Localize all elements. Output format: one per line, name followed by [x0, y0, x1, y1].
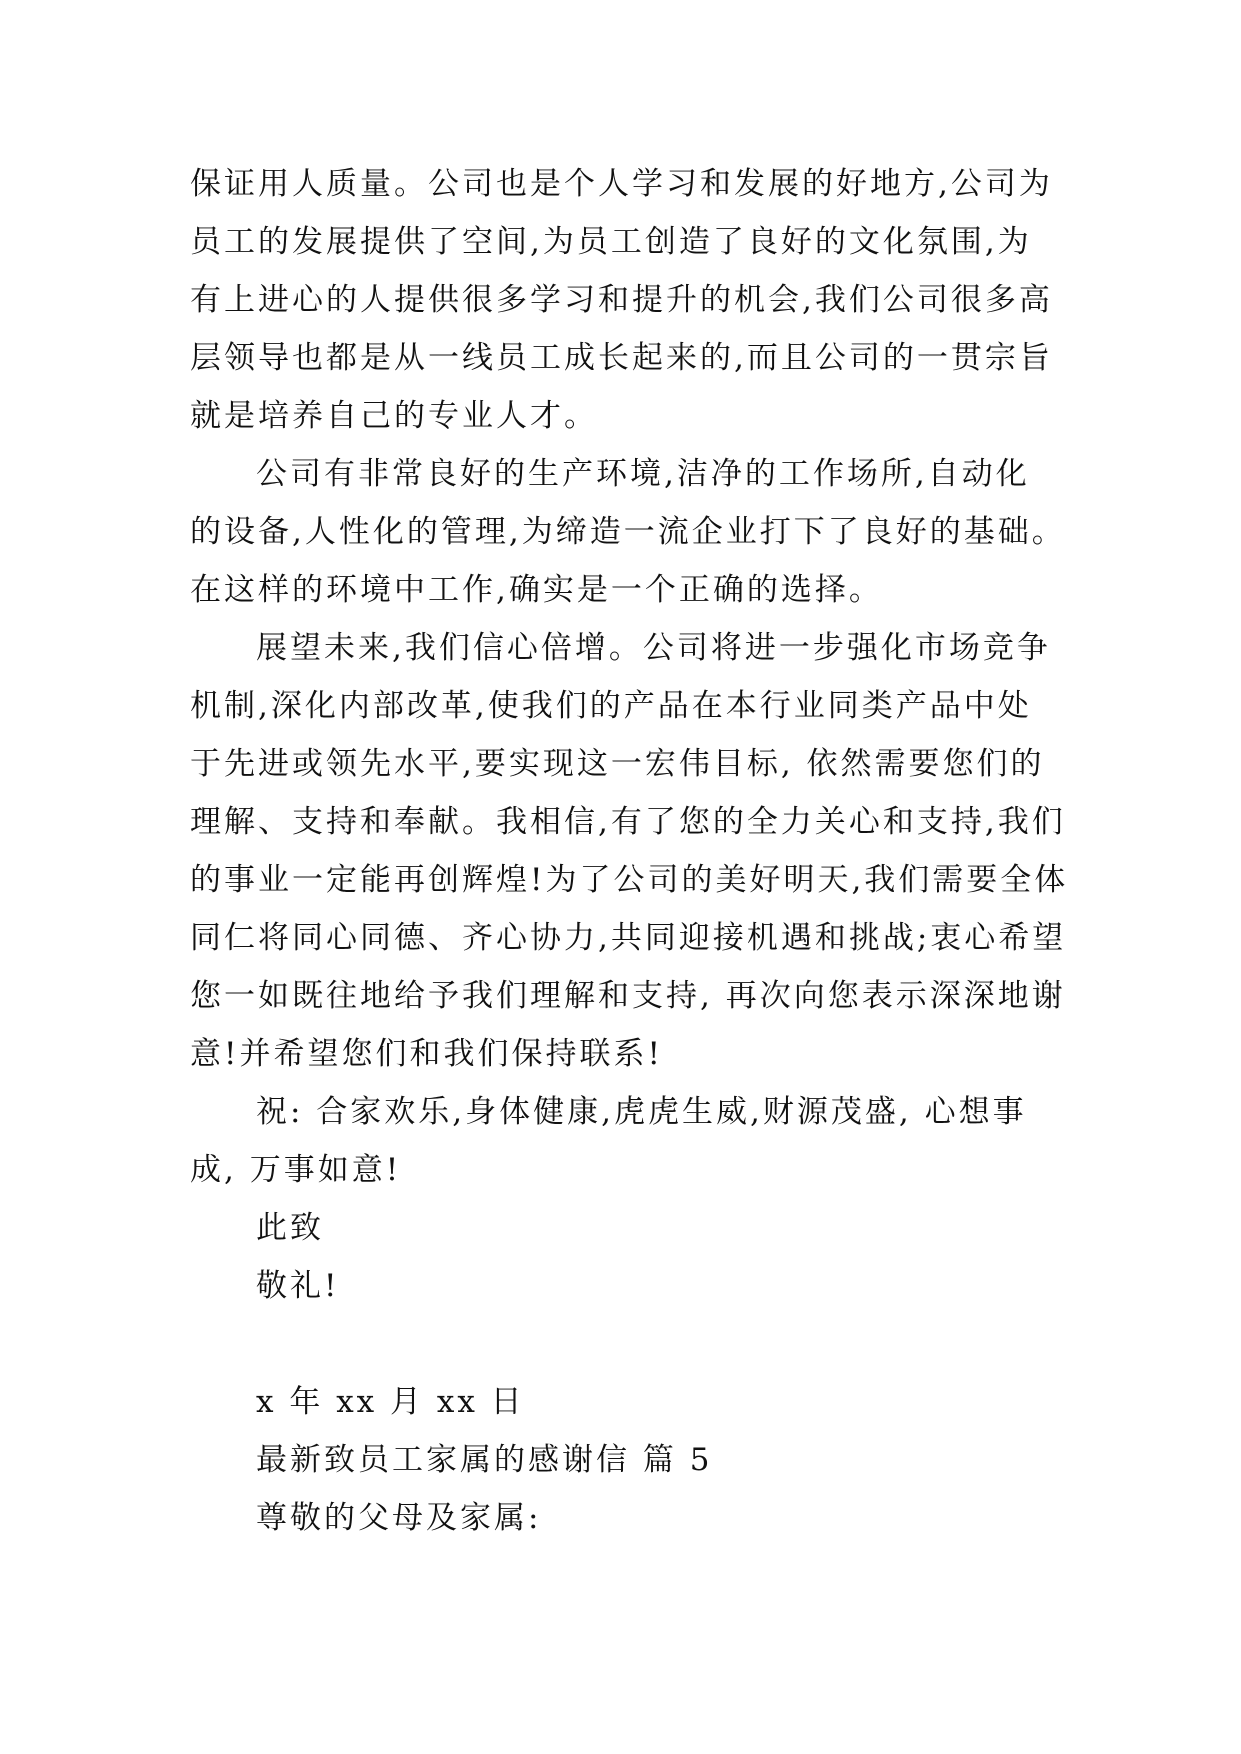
paragraph-future-outlook: [190, 619, 1069, 1083]
text-line: 机制,深化内部改革,使我们的产品在本行业同类产品中处: [190, 688, 1032, 724]
paragraph-wishes: [190, 1083, 1060, 1199]
letter-date: x 年 xx 月 xx 日: [256, 1384, 525, 1420]
closing-line-2: 敬礼!: [256, 1268, 340, 1304]
text-line: 的设备,人性化的管理,为缔造一流企业打下了良好的基础。: [190, 514, 1066, 550]
closing: [190, 1199, 1060, 1315]
letter-body: [190, 155, 1069, 1547]
salutation: 尊敬的父母及家属:: [256, 1500, 542, 1536]
paragraph-work-environment: [190, 445, 1066, 619]
text-line: 同仁将同心同德、齐心协力,共同迎接机遇和挑战;衷心希望: [190, 920, 1067, 956]
text-line: 于先进或领先水平,要实现这一宏伟目标, 依然需要您们的: [190, 746, 1045, 782]
next-letter-title: 最新致员工家属的感谢信 篇 5: [256, 1442, 713, 1478]
text-line: 层领导也都是从一线员工成长起来的,而且公司的一贯宗旨: [190, 340, 1053, 376]
text-line: 展望未来,我们信心倍增。公司将进一步强化市场竞争: [256, 630, 1051, 666]
text-line: 在这样的环境中工作,确实是一个正确的选择。: [190, 572, 883, 608]
text-line: 祝: 合家欢乐,身体健康,虎虎生威,财源茂盛, 心想事: [256, 1094, 1027, 1130]
text-line: 保证用人质量。公司也是个人学习和发展的好地方,公司为: [190, 166, 1053, 202]
text-line: 意!并希望您们和我们保持联系!: [190, 1036, 663, 1072]
text-line: 员工的发展提供了空间,为员工创造了良好的文化氛围,为: [190, 224, 1032, 260]
text-line: 成, 万事如意!: [190, 1152, 402, 1188]
text-line: 理解、支持和奉献。我相信,有了您的全力关心和支持,我们: [190, 804, 1066, 840]
text-line: 您一如既往地给予我们理解和支持, 再次向您表示深深地谢: [190, 978, 1066, 1014]
closing-line-1: 此致: [256, 1210, 324, 1246]
text-line: 的事业一定能再创辉煌!为了公司的美好明天,我们需要全体: [190, 862, 1069, 898]
spacer: [190, 1315, 1060, 1373]
paragraph-company-development: [190, 155, 1060, 445]
text-line: 就是培养自己的专业人才。: [190, 398, 598, 434]
text-line: 有上进心的人提供很多学习和提升的机会,我们公司很多高: [190, 282, 1053, 318]
text-line: 公司有非常良好的生产环境,洁净的工作场所,自动化: [256, 456, 1030, 492]
